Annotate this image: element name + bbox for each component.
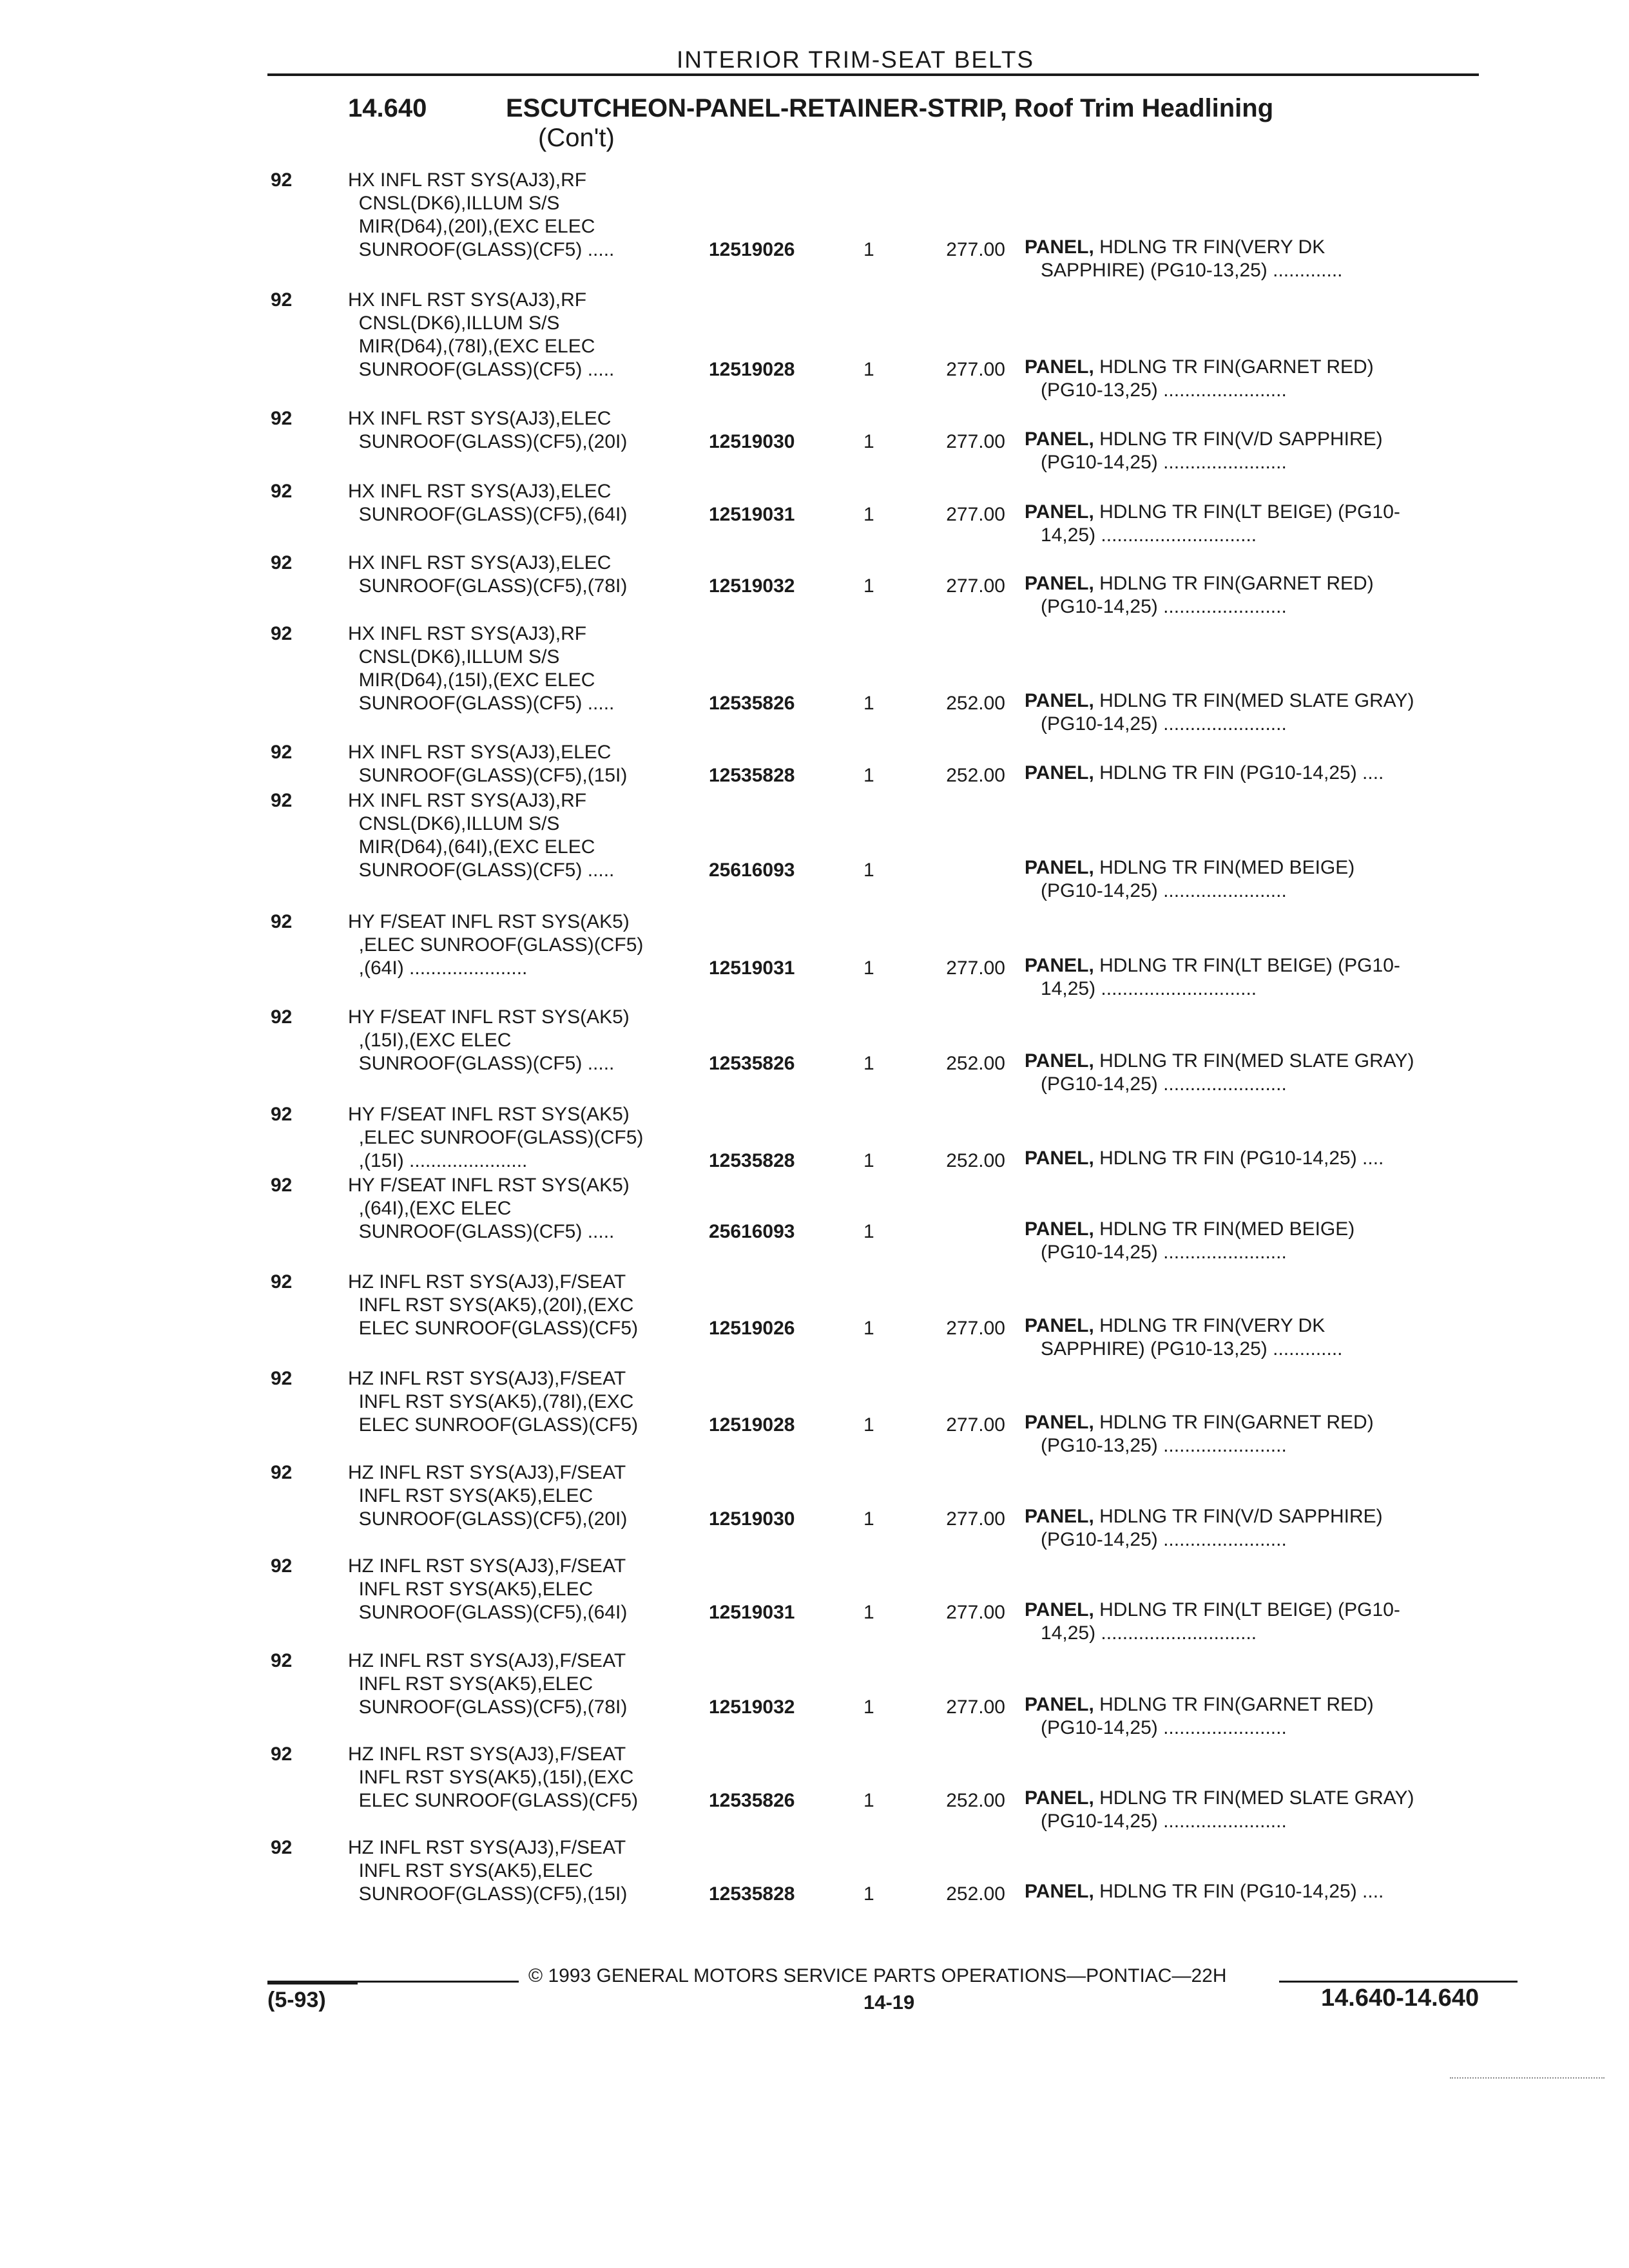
part-name (1025, 1693, 1501, 1740)
part-name-bold: PANEL, (1025, 1694, 1094, 1715)
continued-label: (Con't) (538, 124, 615, 152)
part-number: 12519032 (709, 575, 795, 597)
quantity: 1 (863, 504, 874, 525)
item-description: HZ INFL RST SYS(AJ3),F/SEAT INFL RST SYS(AK5),ELEC SUNROOF(GLASS)(CF5),(78I) (348, 1650, 628, 1718)
item-description: HZ INFL RST SYS(AJ3),F/SEAT INFL RST SYS(AK5),(15I),(EXC ELEC SUNROOF(GLASS)(CF5) (348, 1744, 639, 1811)
part-name-text: HDLNG TR FIN(LT BEIGE) (PG10- 14,25) ............................. (1041, 1599, 1400, 1644)
section-title: INTERIOR TRIM-SEAT BELTS (677, 46, 1035, 73)
part-number: 12535828 (709, 1150, 795, 1171)
quantity: 1 (863, 1883, 874, 1905)
date-code (267, 1988, 326, 2013)
part-number: 12519028 (709, 359, 795, 380)
price: 252.00 (946, 765, 1005, 786)
part-name-text: HDLNG TR FIN(MED SLATE GRAY) (PG10-14,25) ....................... (1041, 690, 1414, 735)
part-name (1025, 1147, 1501, 1170)
group-name: ESCUTCHEON-PANEL-RETAINER-STRIP, Roof Trim Headlining (506, 94, 1274, 122)
item-description: HZ INFL RST SYS(AJ3),F/SEAT INFL RST SYS(AK5),(78I),(EXC ELEC SUNROOF(GLASS)(CF5) (348, 1368, 639, 1436)
part-number: 12519030 (709, 431, 795, 452)
quantity: 1 (863, 1318, 874, 1339)
quantity: 1 (863, 1508, 874, 1530)
part-number: 12519026 (709, 1318, 795, 1339)
item-description: HZ INFL RST SYS(AJ3),F/SEAT INFL RST SYS(AK5),ELEC SUNROOF(GLASS)(CF5),(20I) (348, 1462, 628, 1530)
part-name-bold: PANEL, (1025, 690, 1094, 711)
price: 277.00 (946, 957, 1005, 979)
part-number: 12535826 (709, 1790, 795, 1811)
part-name-bold: PANEL, (1025, 1315, 1094, 1336)
date-code-rule (267, 1983, 358, 1984)
part-number: 12519026 (709, 239, 795, 260)
part-name (1025, 689, 1501, 736)
part-name-bold: PANEL, (1025, 428, 1094, 450)
part-name (1025, 1787, 1501, 1833)
part-name-bold: PANEL, (1025, 1787, 1094, 1809)
quantity: 1 (863, 1414, 874, 1436)
quantity: 1 (863, 575, 874, 597)
part-name (1025, 1050, 1501, 1096)
item-code: 92 (271, 1271, 293, 1293)
part-name-text: HDLNG TR FIN (PG10-14,25) .... (1094, 762, 1384, 783)
part-number: 12535826 (709, 1053, 795, 1074)
item-description: HX INFL RST SYS(AJ3),RF CNSL(DK6),ILLUM S/S MIR(D64),(64I),(EXC ELEC SUNROOF(GLASS)(CF5) ..... (348, 790, 615, 881)
item-description: HX INFL RST SYS(AJ3),ELEC SUNROOF(GLASS)(CF5),(78I) (348, 552, 628, 597)
price: 252.00 (946, 1883, 1005, 1905)
part-name-text: HDLNG TR FIN(MED BEIGE) (PG10-14,25) ....................... (1041, 857, 1355, 901)
part-name-text: HDLNG TR FIN (PG10-14,25) .... (1094, 1148, 1384, 1169)
part-name (1025, 762, 1501, 785)
part-name (1025, 1599, 1501, 1645)
item-description: HX INFL RST SYS(AJ3),RF CNSL(DK6),ILLUM S/S MIR(D64),(78I),(EXC ELEC SUNROOF(GLASS)(CF5) ..... (348, 289, 615, 380)
group-number: 14.640 (348, 94, 427, 122)
price: 277.00 (946, 504, 1005, 525)
item-code: 92 (271, 1462, 293, 1483)
part-name-text: HDLNG TR FIN(LT BEIGE) (PG10- 14,25) ............................. (1041, 955, 1400, 999)
quantity: 1 (863, 359, 874, 380)
part-name (1025, 236, 1501, 282)
part-name (1025, 1218, 1501, 1264)
part-name-bold: PANEL, (1025, 857, 1094, 878)
item-description: HY F/SEAT INFL RST SYS(AK5) ,ELEC SUNROOF(GLASS)(CF5) ,(15I) ...................... (348, 1104, 644, 1171)
bottom-rule-right (1279, 1981, 1518, 1983)
quantity: 1 (863, 1221, 874, 1242)
price: 252.00 (946, 693, 1005, 714)
quantity: 1 (863, 239, 874, 260)
item-description: HY F/SEAT INFL RST SYS(AK5) ,ELEC SUNROOF(GLASS)(CF5) ,(64I) ...................... (348, 911, 644, 979)
group-range: 14.640-14.640 (1321, 1984, 1480, 2012)
part-number: 25616093 (709, 1221, 795, 1242)
part-number: 12519032 (709, 1696, 795, 1718)
quantity: 1 (863, 1602, 874, 1623)
part-number: 12535828 (709, 765, 795, 786)
price: 252.00 (946, 1790, 1005, 1811)
date-code-text: (5-93) (267, 1988, 326, 2012)
part-name (1025, 501, 1501, 547)
part-name (1025, 954, 1501, 1001)
item-code: 92 (271, 408, 293, 429)
price: 277.00 (946, 239, 1005, 260)
quantity: 1 (863, 431, 874, 452)
item-code: 92 (271, 1368, 293, 1389)
part-name-bold: PANEL, (1025, 501, 1094, 523)
part-number: 12535828 (709, 1883, 795, 1905)
price: 277.00 (946, 1696, 1005, 1718)
part-name-bold: PANEL, (1025, 236, 1094, 258)
item-code: 92 (271, 623, 293, 644)
quantity: 1 (863, 1150, 874, 1171)
item-code: 92 (271, 911, 293, 932)
part-name (1025, 356, 1501, 402)
item-code: 92 (271, 1104, 293, 1125)
part-name (1025, 1880, 1501, 1903)
price: 277.00 (946, 1602, 1005, 1623)
part-name (1025, 1314, 1501, 1361)
price: 277.00 (946, 1508, 1005, 1530)
item-description: HX INFL RST SYS(AJ3),ELEC SUNROOF(GLASS)(CF5),(64I) (348, 481, 628, 525)
part-name-bold: PANEL, (1025, 1599, 1094, 1620)
part-name-bold: PANEL, (1025, 1050, 1094, 1072)
item-code: 92 (271, 790, 293, 811)
corner-mark (1450, 2077, 1605, 2079)
copyright-line: © 1993 GENERAL MOTORS SERVICE PARTS OPERATIONS—PONTIAC—22H (528, 1965, 1227, 1986)
part-name-bold: PANEL, (1025, 1218, 1094, 1240)
part-name-bold: PANEL, (1025, 1506, 1094, 1527)
part-name-text: HDLNG TR FIN(GARNET RED) (PG10-13,25) ....................... (1041, 1412, 1374, 1456)
item-code: 92 (271, 1650, 293, 1671)
part-number: 12519031 (709, 504, 795, 525)
part-name (1025, 1505, 1501, 1552)
part-name-text: HDLNG TR FIN(GARNET RED) (PG10-14,25) ....................... (1041, 1694, 1374, 1738)
item-code: 92 (271, 289, 293, 311)
quantity: 1 (863, 765, 874, 786)
item-description: HZ INFL RST SYS(AJ3),F/SEAT INFL RST SYS(AK5),ELEC SUNROOF(GLASS)(CF5),(64I) (348, 1555, 628, 1623)
part-name-bold: PANEL, (1025, 955, 1094, 976)
item-description: HZ INFL RST SYS(AJ3),F/SEAT INFL RST SYS(AK5),ELEC SUNROOF(GLASS)(CF5),(15I) (348, 1837, 628, 1905)
part-name-text: HDLNG TR FIN(V/D SAPPHIRE) (PG10-14,25) ....................... (1041, 1506, 1383, 1550)
price: 277.00 (946, 1318, 1005, 1339)
part-name-bold: PANEL, (1025, 573, 1094, 594)
item-code: 92 (271, 1744, 293, 1765)
item-code: 92 (271, 1837, 293, 1858)
quantity: 1 (863, 860, 874, 881)
part-number: 12535826 (709, 693, 795, 714)
quantity: 1 (863, 1790, 874, 1811)
item-code: 92 (271, 1006, 293, 1028)
part-name (1025, 856, 1501, 903)
part-name-text: HDLNG TR FIN(GARNET RED) (PG10-14,25) ....................... (1041, 573, 1374, 617)
price: 277.00 (946, 1414, 1005, 1436)
part-name (1025, 1411, 1501, 1457)
item-description: HY F/SEAT INFL RST SYS(AK5) ,(64I),(EXC ELEC SUNROOF(GLASS)(CF5) ..... (348, 1175, 630, 1242)
part-name-bold: PANEL, (1025, 762, 1094, 783)
part-number: 12519031 (709, 957, 795, 979)
part-name (1025, 572, 1501, 619)
part-name-text: HDLNG TR FIN(MED SLATE GRAY) (PG10-14,25) ....................... (1041, 1787, 1414, 1832)
part-number: 12519031 (709, 1602, 795, 1623)
item-code: 92 (271, 742, 293, 763)
price: 277.00 (946, 575, 1005, 597)
part-name-text: HDLNG TR FIN(VERY DK SAPPHIRE) (PG10-13,25) ............. (1041, 1315, 1343, 1360)
part-name-text: HDLNG TR FIN(VERY DK SAPPHIRE) (PG10-13,25) ............. (1041, 236, 1343, 281)
page-number: 14-19 (863, 1991, 915, 2013)
item-description: HX INFL RST SYS(AJ3),RF CNSL(DK6),ILLUM S/S MIR(D64),(20I),(EXC ELEC SUNROOF(GLASS)(CF5) ..... (348, 169, 615, 260)
item-description: HX INFL RST SYS(AJ3),RF CNSL(DK6),ILLUM S/S MIR(D64),(15I),(EXC ELEC SUNROOF(GLASS)(CF5) ..... (348, 623, 615, 714)
quantity: 1 (863, 1053, 874, 1074)
part-name-text: HDLNG TR FIN(MED SLATE GRAY) (PG10-14,25) ....................... (1041, 1050, 1414, 1095)
part-name-bold: PANEL, (1025, 1881, 1094, 1902)
price: 277.00 (946, 431, 1005, 452)
part-name-text: HDLNG TR FIN(MED BEIGE) (PG10-14,25) ....................... (1041, 1218, 1355, 1263)
part-name-bold: PANEL, (1025, 1412, 1094, 1433)
item-code: 92 (271, 552, 293, 573)
quantity: 1 (863, 957, 874, 979)
part-number: 12519030 (709, 1508, 795, 1530)
item-description: HX INFL RST SYS(AJ3),ELEC SUNROOF(GLASS)(CF5),(20I) (348, 408, 628, 452)
price: 252.00 (946, 1053, 1005, 1074)
part-name-bold: PANEL, (1025, 1148, 1094, 1169)
quantity: 1 (863, 1696, 874, 1718)
price: 252.00 (946, 1150, 1005, 1171)
part-name-text: HDLNG TR FIN(LT BEIGE) (PG10- 14,25) ............................. (1041, 501, 1400, 546)
part-name-text: HDLNG TR FIN(GARNET RED) (PG10-13,25) ....................... (1041, 356, 1374, 401)
part-number: 25616093 (709, 860, 795, 881)
part-name-bold: PANEL, (1025, 356, 1094, 378)
part-name-text: HDLNG TR FIN (PG10-14,25) .... (1094, 1881, 1384, 1902)
item-description: HZ INFL RST SYS(AJ3),F/SEAT INFL RST SYS(AK5),(20I),(EXC ELEC SUNROOF(GLASS)(CF5) (348, 1271, 639, 1339)
part-name-text: HDLNG TR FIN(V/D SAPPHIRE) (PG10-14,25) ....................... (1041, 428, 1383, 473)
price: 277.00 (946, 359, 1005, 380)
item-code: 92 (271, 1555, 293, 1577)
part-number: 12519028 (709, 1414, 795, 1436)
item-code: 92 (271, 1175, 293, 1196)
item-description: HY F/SEAT INFL RST SYS(AK5) ,(15I),(EXC ELEC SUNROOF(GLASS)(CF5) ..... (348, 1006, 630, 1074)
item-code: 92 (271, 481, 293, 502)
quantity: 1 (863, 693, 874, 714)
part-name (1025, 428, 1501, 474)
item-code: 92 (271, 169, 293, 191)
item-description: HX INFL RST SYS(AJ3),ELEC SUNROOF(GLASS)(CF5),(15I) (348, 742, 628, 786)
